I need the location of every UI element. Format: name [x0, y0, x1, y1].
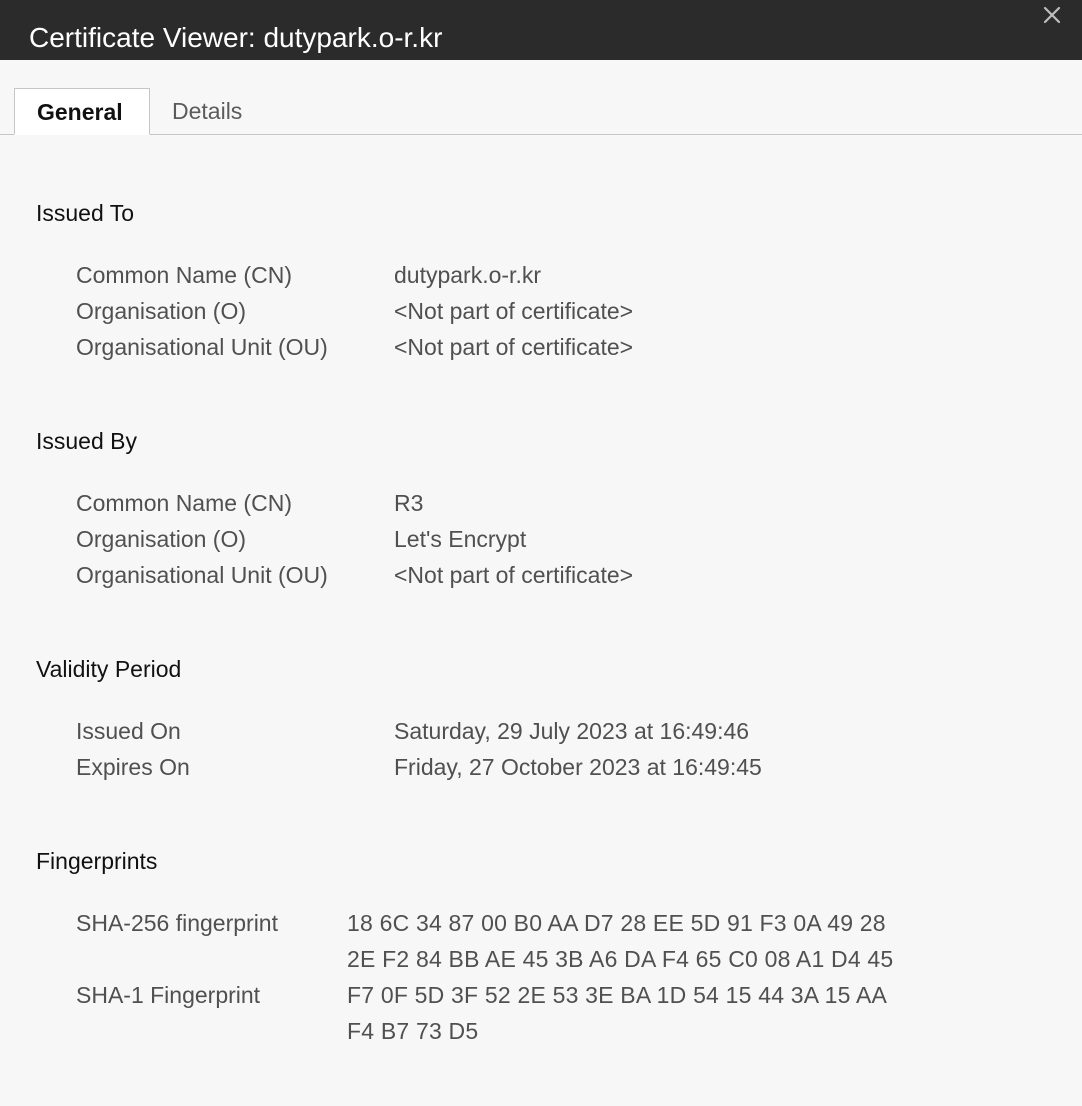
issued-by-ou-label: Organisational Unit (OU): [76, 562, 328, 588]
issued-by-cn-value: R3: [394, 490, 424, 516]
issued-to-o-value: <Not part of certificate>: [394, 298, 634, 324]
tab-bar: [0, 60, 1082, 136]
issued-to-cn-label: Common Name (CN): [76, 262, 292, 288]
issued-by-o-value: Let's Encrypt: [394, 526, 527, 552]
issued-by-o-label: Organisation (O): [76, 526, 247, 552]
issued-to-ou-label: Organisational Unit (OU): [76, 334, 328, 360]
issued-to-heading: Issued To: [36, 200, 135, 226]
title-bar: [0, 0, 1082, 60]
issued-on-value: Saturday, 29 July 2023 at 16:49:46: [394, 718, 750, 744]
expires-on-label: Expires On: [76, 754, 190, 780]
issued-to-o-label: Organisation (O): [76, 298, 247, 324]
sha1-value-line2: F4 B7 73 D5: [347, 1018, 479, 1044]
sha256-value-line1: 18 6C 34 87 00 B0 AA D7 28 EE 5D 91 F3 0A 49 28: [347, 910, 886, 936]
close-button[interactable]: [1034, 0, 1070, 30]
sha1-label: SHA-1 Fingerprint: [76, 982, 261, 1008]
issued-on-label: Issued On: [76, 718, 181, 744]
sha1-value-line1: F7 0F 5D 3F 52 2E 53 3E BA 1D 54 15 44 3A 15 AA: [347, 982, 888, 1008]
issued-by-cn-label: Common Name (CN): [76, 490, 292, 516]
window-title: Certificate Viewer: dutypark.o-r.kr: [29, 22, 443, 53]
issued-by-ou-value: <Not part of certificate>: [394, 562, 634, 588]
fingerprints-heading: Fingerprints: [36, 848, 158, 874]
tab-divider: [0, 134, 1082, 135]
tab-general[interactable]: General: [14, 88, 150, 135]
issued-to-cn-value: dutypark.o-r.kr: [394, 262, 541, 288]
issued-to-ou-value: <Not part of certificate>: [394, 334, 634, 360]
sha256-value-line2: 2E F2 84 BB AE 45 3B A6 DA F4 65 C0 08 A1 D4 45: [347, 946, 894, 972]
sha256-label: SHA-256 fingerprint: [76, 910, 278, 936]
tab-details[interactable]: Details: [172, 98, 243, 124]
issued-by-heading: Issued By: [36, 428, 137, 454]
validity-heading: Validity Period: [36, 656, 182, 682]
close-icon: [1042, 5, 1062, 25]
expires-on-value: Friday, 27 October 2023 at 16:49:45: [394, 754, 762, 780]
